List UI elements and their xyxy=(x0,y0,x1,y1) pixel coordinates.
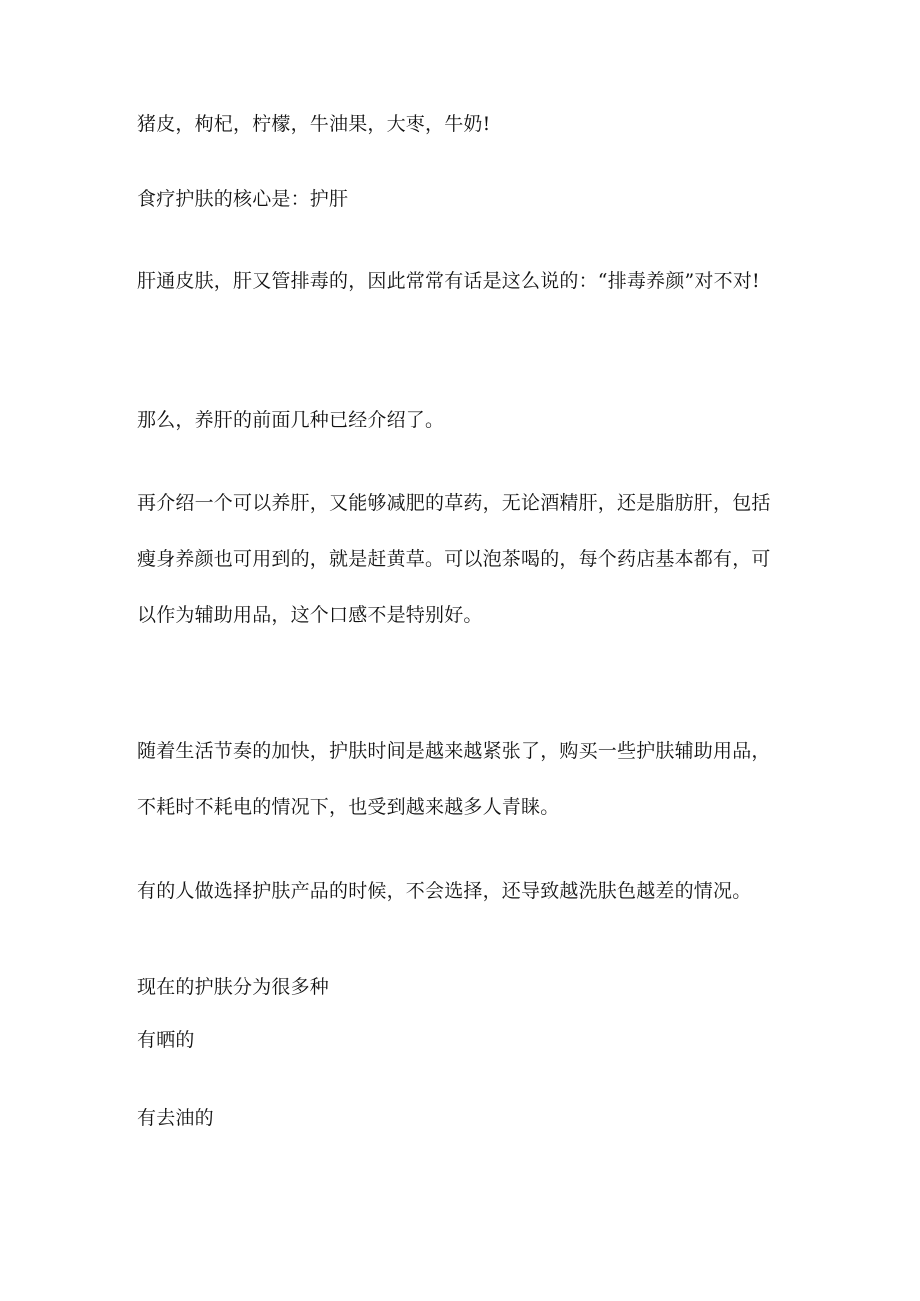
paragraph-product-choice: 有的人做选择护肤产品的时候，不会选择，还导致越洗肤色越差的情况。 xyxy=(137,880,752,902)
paragraph-introduced: 那么，养肝的前面几种已经介绍了。 xyxy=(137,409,445,431)
paragraph-oil: 有去油的 xyxy=(137,1107,214,1129)
paragraph-core-liver: 食疗护肤的核心是：护肝 xyxy=(137,188,349,210)
paragraph-herb: 再介绍一个可以养肝，又能够减肥的草药，无论酒精肝，还是脂肪肝，包括瘦身养颜也可用到的，就是赶黄草。可以泡茶喝的，每个药店基本都有，可以作为辅助用品，这个口感不是特别好。 xyxy=(137,492,771,626)
paragraph-detox: 肝通皮肤，肝又管排毒的，因此常常有话是这么说的：“排毒养颜”对不对! xyxy=(137,270,760,292)
paragraph-ingredients: 猪皮，枸杞，柠檬，牛油果，大枣，牛奶! xyxy=(137,113,491,135)
paragraph-skincare-types: 现在的护肤分为很多种 xyxy=(137,976,330,998)
paragraph-sun: 有晒的 xyxy=(137,1029,195,1051)
paragraph-lifestyle: 随着生活节奏的加快，护肤时间是越来越紧张了，购买一些护肤辅助用品，不耗时不耗电的情况下，也受到越来越多人青睐。 xyxy=(137,740,771,818)
